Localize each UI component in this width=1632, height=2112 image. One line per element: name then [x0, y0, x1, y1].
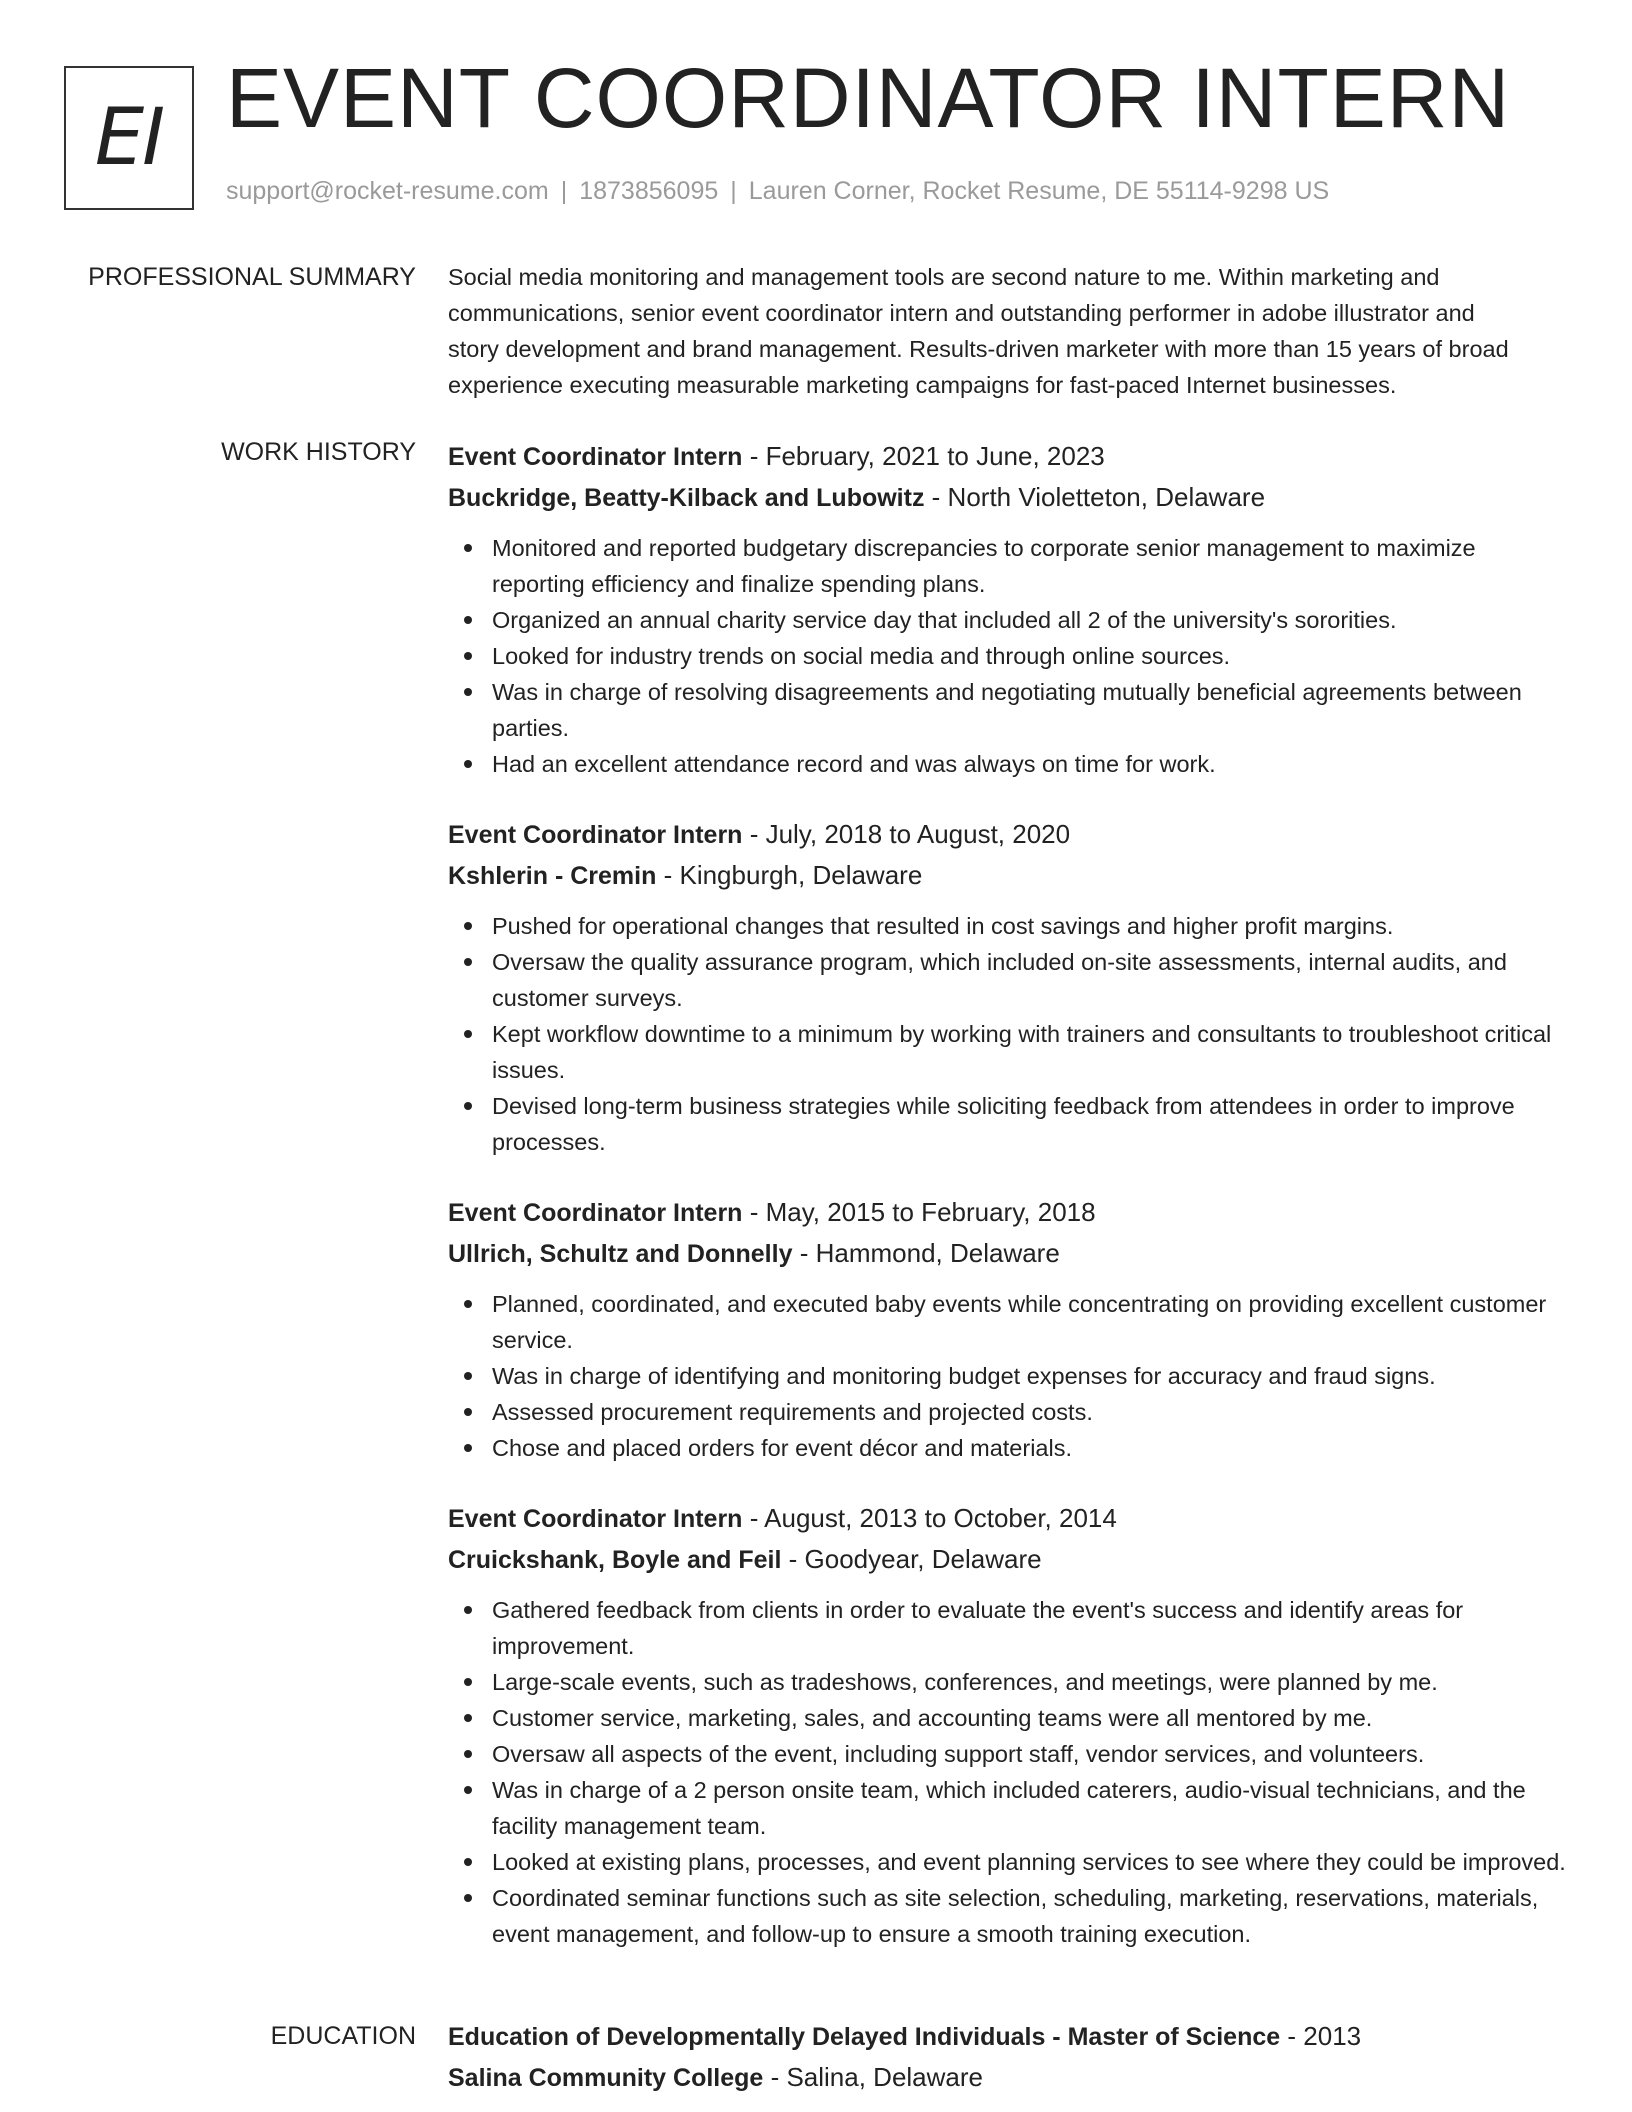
- education-body: [448, 2016, 1572, 2098]
- monogram-box: [64, 66, 194, 210]
- job-bullet: Kept workflow downtime to a minimum by working with trainers and consultants to troubleshoot critical issues.: [448, 1016, 1572, 1088]
- job-title-line: [448, 1192, 1572, 1233]
- resume-title: EVENT COORDINATOR INTERN: [226, 51, 1511, 145]
- job-bullet: Devised long-term business strategies while soliciting feedback from attendees in order to improve processes.: [448, 1088, 1572, 1160]
- job-dates: - February, 2021 to June, 2023: [742, 441, 1105, 471]
- job-bullets: [448, 1592, 1572, 1952]
- work-history-body: [448, 436, 1572, 1984]
- job-bullet: Looked for industry trends on social media and through online sources.: [448, 638, 1572, 674]
- work-history-label: WORK HISTORY: [221, 438, 416, 466]
- job-bullet: Coordinated seminar functions such as site selection, scheduling, marketing, reservations, materials, event management, and follow-up to ensure a smooth training execution.: [448, 1880, 1572, 1952]
- job-bullets: [448, 1286, 1572, 1466]
- summary-line: Social media monitoring and management tools are second nature to me. Within marketing and: [448, 264, 1440, 290]
- job-title-line: [448, 814, 1572, 855]
- job-entry: [448, 436, 1572, 782]
- job-title-line: [448, 1498, 1572, 1539]
- job-entry: [448, 814, 1572, 1160]
- job-bullet: Monitored and reported budgetary discrepancies to corporate senior management to maximize reporting efficiency and finalize spending plans.: [448, 530, 1572, 602]
- job-bullet: Customer service, marketing, sales, and accounting teams were all mentored by me.: [448, 1700, 1572, 1736]
- job-title: Event Coordinator Intern: [448, 1199, 743, 1227]
- job-location: - Kingburgh, Delaware: [656, 860, 923, 890]
- job-bullet: Assessed procurement requirements and projected costs.: [448, 1394, 1572, 1430]
- job-title: Event Coordinator Intern: [448, 1505, 743, 1533]
- job-bullet: Had an excellent attendance record and was always on time for work.: [448, 746, 1572, 782]
- contact-email[interactable]: support@rocket-resume.com: [226, 177, 549, 205]
- job-bullet: Was in charge of a 2 person onsite team, which included caterers, audio-visual technicians, and the facility management team.: [448, 1772, 1572, 1844]
- summary-line: communications, senior event coordinator intern and outstanding performer in adobe illustrator and: [448, 300, 1475, 326]
- job-dates: - May, 2015 to February, 2018: [742, 1197, 1096, 1227]
- job-bullet: Chose and placed orders for event décor and materials.: [448, 1430, 1572, 1466]
- job-location: - Hammond, Delaware: [792, 1238, 1060, 1268]
- contact-separator: |: [730, 177, 737, 205]
- job-dates: - July, 2018 to August, 2020: [742, 819, 1071, 849]
- job-company: Kshlerin - Cremin: [448, 862, 657, 890]
- contact-address: Lauren Corner, Rocket Resume, DE 55114-9298 US: [748, 177, 1330, 205]
- job-entry: [448, 1498, 1572, 1952]
- job-bullet: Was in charge of identifying and monitoring budget expenses for accuracy and fraud signs.: [448, 1358, 1572, 1394]
- degree-year: - 2013: [1280, 2021, 1362, 2051]
- job-company: Cruickshank, Boyle and Feil: [448, 1546, 782, 1574]
- monogram-initials: EI: [94, 93, 164, 183]
- summary-body: [448, 259, 1572, 403]
- job-bullet: Looked at existing plans, processes, and event planning services to see where they could be improved.: [448, 1844, 1572, 1880]
- job-company: Ullrich, Schultz and Donnelly: [448, 1240, 793, 1268]
- job-company-line: [448, 477, 1572, 518]
- job-company-line: [448, 1539, 1572, 1580]
- job-bullet: Planned, coordinated, and executed baby events while concentrating on providing excellent customer service.: [448, 1286, 1572, 1358]
- summary-label: PROFESSIONAL SUMMARY: [88, 263, 416, 291]
- contact-phone[interactable]: 1873856095: [579, 177, 719, 205]
- job-bullet: Oversaw the quality assurance program, which included on-site assessments, internal audits, and customer surveys.: [448, 944, 1572, 1016]
- job-title: Event Coordinator Intern: [448, 443, 743, 471]
- degree-title: Education of Developmentally Delayed Individuals - Master of Science: [448, 2023, 1281, 2051]
- job-bullet: Large-scale events, such as tradeshows, conferences, and meetings, were planned by me.: [448, 1664, 1572, 1700]
- degree-line: [448, 2016, 1572, 2057]
- job-bullet: Pushed for operational changes that resulted in cost savings and higher profit margins.: [448, 908, 1572, 944]
- job-company-line: [448, 1233, 1572, 1274]
- job-bullet: Gathered feedback from clients in order to evaluate the event's success and identify areas for improvement.: [448, 1592, 1572, 1664]
- job-company: Buckridge, Beatty-Kilback and Lubowitz: [448, 484, 925, 512]
- job-dates: - August, 2013 to October, 2014: [742, 1503, 1117, 1533]
- school-location: - Salina, Delaware: [763, 2062, 983, 2092]
- summary-line: experience executing measurable marketing campaigns for fast-paced Internet businesses.: [448, 372, 1397, 398]
- education-label: EDUCATION: [270, 2022, 416, 2050]
- school-line: [448, 2057, 1572, 2098]
- school-name: Salina Community College: [448, 2064, 764, 2092]
- contact-line: [226, 176, 1329, 206]
- job-title: Event Coordinator Intern: [448, 821, 743, 849]
- job-company-line: [448, 855, 1572, 896]
- job-location: - North Violetteton, Delaware: [924, 482, 1266, 512]
- job-bullet: Oversaw all aspects of the event, including support staff, vendor services, and volunteers.: [448, 1736, 1572, 1772]
- job-bullets: [448, 530, 1572, 782]
- job-bullets: [448, 908, 1572, 1160]
- job-bullet: Was in charge of resolving disagreements and negotiating mutually beneficial agreements between parties.: [448, 674, 1572, 746]
- job-location: - Goodyear, Delaware: [781, 1544, 1042, 1574]
- job-title-line: [448, 436, 1572, 477]
- job-bullet: Organized an annual charity service day that included all 2 of the university's sororities.: [448, 602, 1572, 638]
- contact-separator: |: [560, 177, 568, 205]
- job-entry: [448, 1192, 1572, 1466]
- summary-line: story development and brand management. Results-driven marketer with more than 15 years of broad: [448, 336, 1509, 362]
